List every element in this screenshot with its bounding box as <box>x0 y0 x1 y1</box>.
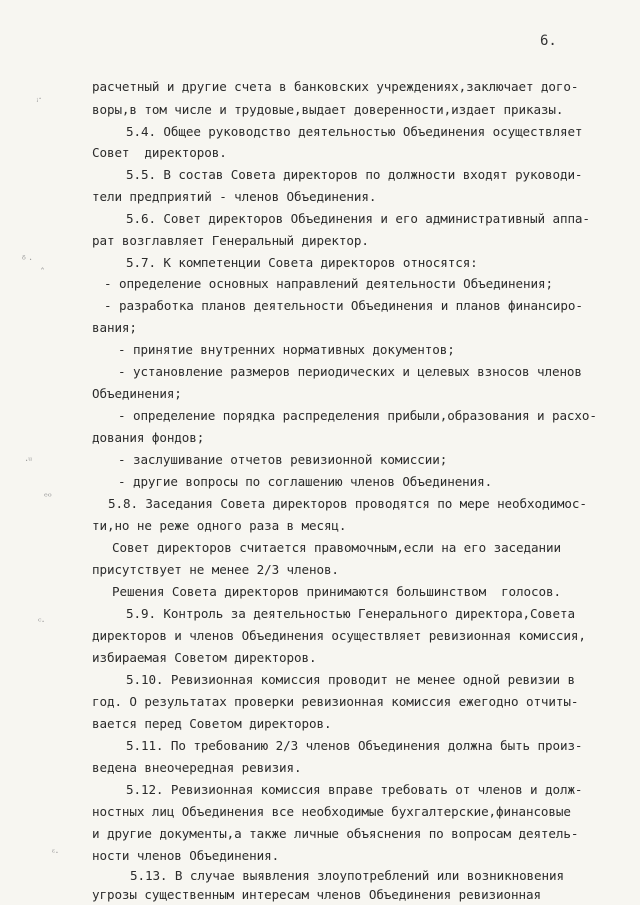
page-number: 6. <box>540 33 557 49</box>
text-line-7: 5.6. Совет директоров Объединения и его административный аппа- <box>126 211 590 226</box>
text-line-24: Решения Совета директоров принимаются большинством голосов. <box>112 584 561 599</box>
text-line-30: вается перед Советом директоров. <box>92 716 332 731</box>
margin-mark: ᵟ · <box>22 255 33 266</box>
text-line-17: дования фондов; <box>92 430 205 445</box>
text-line-33: 5.12. Ревизионная комиссия вправе требовать от членов и долж- <box>126 782 583 797</box>
text-line-18: - заслушивание отчетов ревизионной комиссии; <box>118 452 448 467</box>
text-line-21: ти,но не реже одного раза в месяц. <box>92 518 347 533</box>
margin-mark: ꜟ· <box>36 94 42 105</box>
margin-mark: ˆ <box>40 268 45 279</box>
text-line-16: - определение порядка распределения прибыли,образования и расхо- <box>118 408 597 423</box>
text-line-12: вания; <box>92 320 137 335</box>
text-line-36: ности членов Объединения. <box>92 848 280 863</box>
text-line-8: рат возглавляет Генеральный директор. <box>92 233 369 248</box>
text-line-38: угрозы существенным интересам членов Объединения ревизионная <box>92 887 541 902</box>
text-line-15: Объединения; <box>92 386 182 401</box>
text-line-6: тели предприятий - членов Объединения. <box>92 189 377 204</box>
text-line-34: ностных лиц Объединения все необходимые бухгалтерские,финансовые <box>92 804 571 819</box>
text-line-26: директоров и членов Объединения осуществляет ревизионная комиссия, <box>92 628 586 643</box>
text-line-2: воры,в том числе и трудовые,выдает доверенности,издает приказы. <box>92 102 564 117</box>
text-line-20: 5.8. Заседания Совета директоров проводятся по мере необходимос- <box>108 496 587 511</box>
text-line-27: избираемая Советом директоров. <box>92 650 317 665</box>
margin-mark: ·ᵘ <box>25 456 33 467</box>
text-line-19: - другие вопросы по соглашению членов Объединения. <box>118 474 493 489</box>
text-line-13: - принятие внутренних нормативных документов; <box>118 342 455 357</box>
margin-mark: ᶜ· <box>38 617 45 628</box>
text-line-10: - определение основных направлений деятельности Объединения; <box>104 276 553 291</box>
text-line-32: ведена внеочередная ревизия. <box>92 760 302 775</box>
text-line-37: 5.13. В случае выявления злоупотреблений или возникновения <box>130 868 564 883</box>
text-line-35: и другие документы,а также личные объяснения по вопросам деятель- <box>92 826 579 841</box>
text-line-22: Совет директоров считается правомочным,если на его заседании <box>112 540 561 555</box>
text-line-9: 5.7. К компетенции Совета директоров относятся: <box>126 255 478 270</box>
text-line-14: - установление размеров периодических и целевых взносов членов <box>118 364 582 379</box>
text-line-4: Совет директоров. <box>92 145 227 160</box>
text-line-28: 5.10. Ревизионная комиссия проводит не менее одной ревизии в <box>126 672 575 687</box>
text-line-11: - разработка планов деятельности Объединения и планов финансиро- <box>104 298 583 313</box>
text-line-5: 5.5. В состав Совета директоров по должности входят руководи- <box>126 167 583 182</box>
text-line-29: год. О результатах проверки ревизионная комиссия ежегодно отчиты- <box>92 694 579 709</box>
text-line-31: 5.11. По требованию 2/3 членов Объединения должна быть произ- <box>126 738 583 753</box>
margin-mark: ᵋ· <box>52 848 59 859</box>
text-line-25: 5.9. Контроль за деятельностью Генерального директора,Совета <box>126 606 575 621</box>
text-line-1: расчетный и другие счета в банковских учреждениях,заключает дого- <box>92 79 579 94</box>
margin-mark: ᵉᵒ <box>44 492 52 503</box>
text-line-23: присутствует не менее 2/3 членов. <box>92 562 339 577</box>
text-line-3: 5.4. Общее руководство деятельностью Объединения осуществляет <box>126 124 583 139</box>
